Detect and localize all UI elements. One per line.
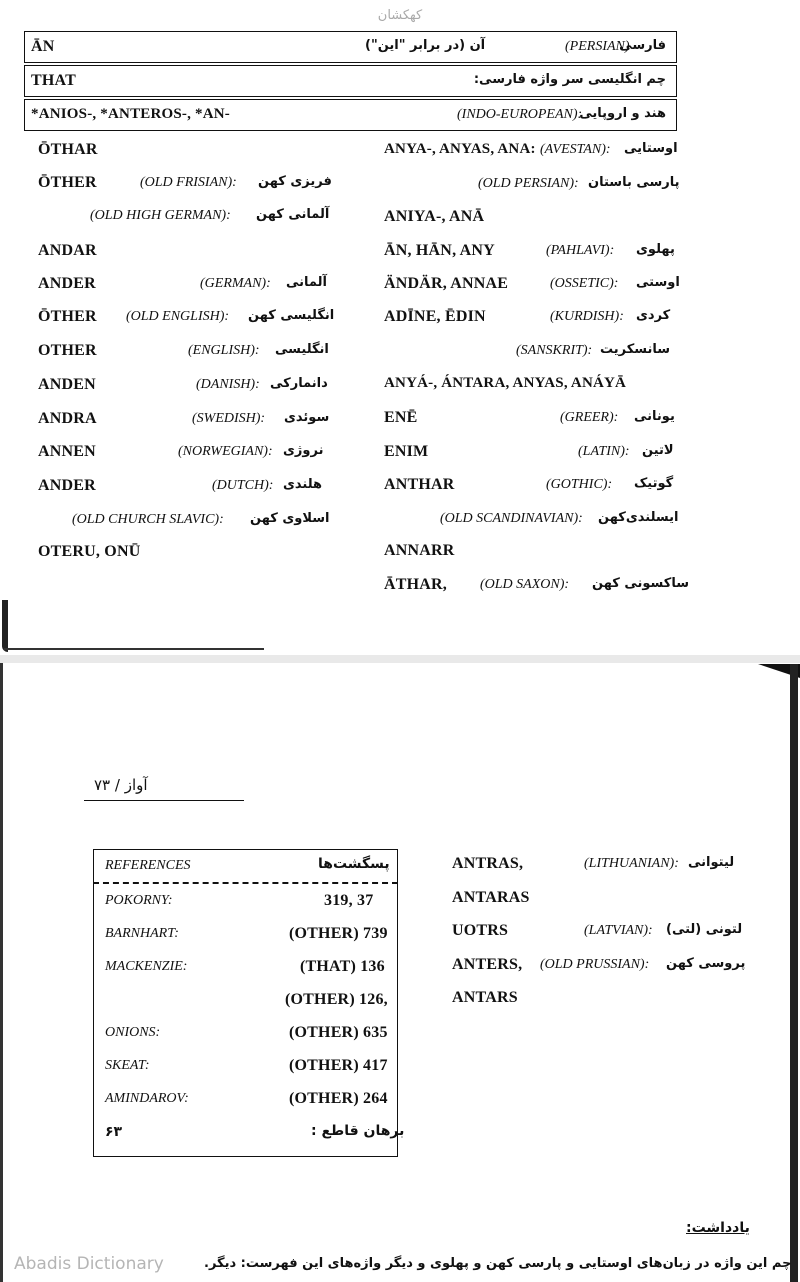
headword: ĀN [31, 38, 55, 55]
cognate-word: ANTARAS [452, 889, 530, 906]
language-name: (GERMAN): [200, 276, 271, 291]
references-divider [93, 882, 398, 884]
reference-value: (OTHER) 126, [285, 991, 388, 1008]
note-text: چم این واژه در زبان‌های اوستایی و پارسی کهن و پهلوی و دیگر واژه‌های این فهرست: دیگر. [204, 1256, 792, 1271]
language-name: (SWEDISH): [192, 411, 266, 426]
language-name: (DUTCH): [212, 478, 274, 493]
language-name-fa: کردی [636, 308, 671, 323]
language-name: (OLD HIGH GERMAN): [90, 208, 231, 223]
language-name-fa: آلمانی کهن [256, 207, 330, 222]
cognate-word: ĀTHAR, [384, 576, 447, 593]
cognate-word: ANYA-, ANYAS, ANA: [384, 141, 536, 157]
language-name: (PAHLAVI): [546, 243, 615, 258]
language-name-fa: فریزی کهن [258, 174, 332, 189]
language-name-fa: پارسی باستان [588, 175, 680, 190]
language-name-fa: لیتوانی [688, 855, 735, 870]
reference-value: (OTHER) 635 [289, 1024, 388, 1041]
cognate-word: ANIYA-, ANĀ [384, 208, 485, 225]
language-name-fa: گوتیک [634, 476, 674, 491]
language-name: (ENGLISH): [188, 343, 260, 358]
language-name: (LITHUANIAN): [584, 856, 679, 871]
title-underline [84, 800, 244, 801]
site-title: کهکشان [377, 8, 423, 23]
english-meaning-label: چم انگلیسی سر واژه فارسی: [473, 72, 666, 87]
english-meaning: THAT [31, 72, 76, 89]
language-name-fa: آلمانی [286, 275, 327, 290]
language-name-fa: ساکسونی کهن [592, 576, 690, 591]
cognate-word: ANTRAS, [452, 855, 524, 872]
cognate-word: ANTERS, [452, 956, 523, 973]
language-name-fa: هلندی [283, 477, 323, 492]
language-name: (OLD SAXON): [480, 577, 570, 592]
header-persian-label: فارسی [619, 38, 666, 53]
cognate-word: ENĒ [384, 409, 418, 426]
language-name: (OLD SCANDINAVIAN): [440, 511, 583, 526]
language-name-fa: لاتین [642, 443, 674, 458]
scan-edge-right [790, 664, 798, 1282]
pie-lang: (INDO-EUROPEAN): [457, 107, 583, 122]
language-name-fa: پروسی کهن [666, 956, 746, 971]
header-persian-value: آن (در برابر "این") [365, 38, 486, 53]
references-header: REFERENCES [105, 858, 191, 873]
pie-roots: *ANIOS-, *ANTEROS-, *AN- [31, 106, 230, 122]
cognate-word: ANNARR [384, 542, 455, 559]
language-name-fa: یونانی [634, 409, 675, 424]
cognate-word: ÄNDÄR, ANNAE [384, 275, 509, 292]
language-name: (OLD CHURCH SLAVIC): [72, 512, 224, 527]
language-name: (NORWEGIAN): [178, 444, 273, 459]
page-number-title: آواز / ۷۳ [94, 776, 148, 794]
reference-name: AMINDAROV: [105, 1091, 189, 1106]
reference-value: (THAT) 136 [300, 958, 385, 975]
cognate-word: ANDAR [38, 242, 97, 259]
language-name: (GOTHIC): [546, 477, 613, 492]
language-name: (LATVIAN): [584, 923, 653, 938]
language-name: (OLD PRUSSIAN): [540, 957, 650, 972]
language-name: (SANSKRIT): [516, 343, 593, 358]
reference-value: (OTHER) 739 [289, 925, 388, 942]
language-name: (OSSETIC): [550, 276, 619, 291]
cognate-word: ANDEN [38, 376, 96, 393]
language-name-fa: اسلاوی کهن [250, 511, 330, 526]
language-name: (GREER): [560, 410, 619, 425]
language-name-fa: نروژی [283, 443, 324, 458]
reference-name: ۶۳ [105, 1124, 123, 1140]
language-name-fa: سوئدی [284, 410, 330, 425]
header-persian-lang: (PERSIAN) [565, 39, 630, 54]
reference-name: MACKENZIE: [105, 959, 188, 974]
header-row-pie [24, 99, 677, 131]
cognate-word: ĀN, HĀN, ANY [384, 242, 495, 259]
reference-name: SKEAT: [105, 1058, 150, 1073]
language-name: (OLD FRISIAN): [140, 175, 237, 190]
page-separator [0, 655, 800, 663]
header-row-english [24, 65, 677, 97]
language-name-fa: لتونی (لتی) [666, 922, 743, 937]
cognate-word: UOTRS [452, 922, 509, 939]
pie-label: هند و اروپایی [579, 106, 666, 121]
cognate-word: ŌTHAR [38, 141, 98, 158]
cognate-word: ANDRA [38, 410, 97, 427]
references-header-fa: پسگشت‌ها [318, 856, 390, 872]
reference-value: 319, 37 [324, 892, 374, 909]
header-row-persian [24, 31, 677, 63]
cognate-word: ŌTHER [38, 174, 97, 191]
scan-edge-left [0, 663, 3, 1282]
cognate-word: ANTHAR [384, 476, 455, 493]
cognate-word: ŌTHER [38, 308, 97, 325]
language-name-fa: دانمارکی [270, 376, 328, 391]
language-name-fa: پهلوی [636, 242, 675, 257]
reference-name: POKORNY: [105, 893, 173, 908]
reference-name: ONIONS: [105, 1025, 161, 1040]
language-name-fa: اوستایی [624, 141, 678, 156]
language-name: (LATIN): [578, 444, 630, 459]
language-name: (OLD ENGLISH): [126, 309, 230, 324]
language-name: (KURDISH): [550, 309, 624, 324]
language-name: (DANISH): [196, 377, 260, 392]
cognate-word: ANYÁ-, ÁNTARA, ANYAS, ANÁYĀ [384, 375, 627, 391]
language-name-fa: ایسلندی‌کهن [598, 510, 679, 525]
reference-value: برهان قاطع : [311, 1123, 405, 1139]
scan-edge-line [4, 648, 264, 650]
cognate-word: OTHER [38, 342, 97, 359]
cognate-word: ANDER [38, 275, 96, 292]
cognate-word: OTERU, ONŪ [38, 543, 141, 560]
watermark: Abadis Dictionary [14, 1254, 164, 1274]
reference-name: BARNHART: [105, 926, 179, 941]
language-name-fa: سانسکریت [600, 342, 671, 357]
language-name-fa: انگلیسی کهن [248, 308, 335, 323]
language-name: (AVESTAN): [540, 142, 611, 157]
reference-value: (OTHER) 264 [289, 1090, 388, 1107]
note-title: یادداشت: [686, 1220, 750, 1236]
language-name-fa: اوستی [636, 275, 680, 290]
cognate-word: ANTARS [452, 989, 518, 1006]
scan-edge-mark [2, 600, 8, 652]
cognate-word: ENIM [384, 443, 429, 460]
cognate-word: ANNEN [38, 443, 96, 460]
cognate-word: ANDER [38, 477, 96, 494]
reference-value: (OTHER) 417 [289, 1057, 388, 1074]
cognate-word: ADĪNE, ĒDIN [384, 308, 486, 325]
language-name-fa: انگلیسی [275, 342, 329, 357]
language-name: (OLD PERSIAN): [478, 176, 579, 191]
